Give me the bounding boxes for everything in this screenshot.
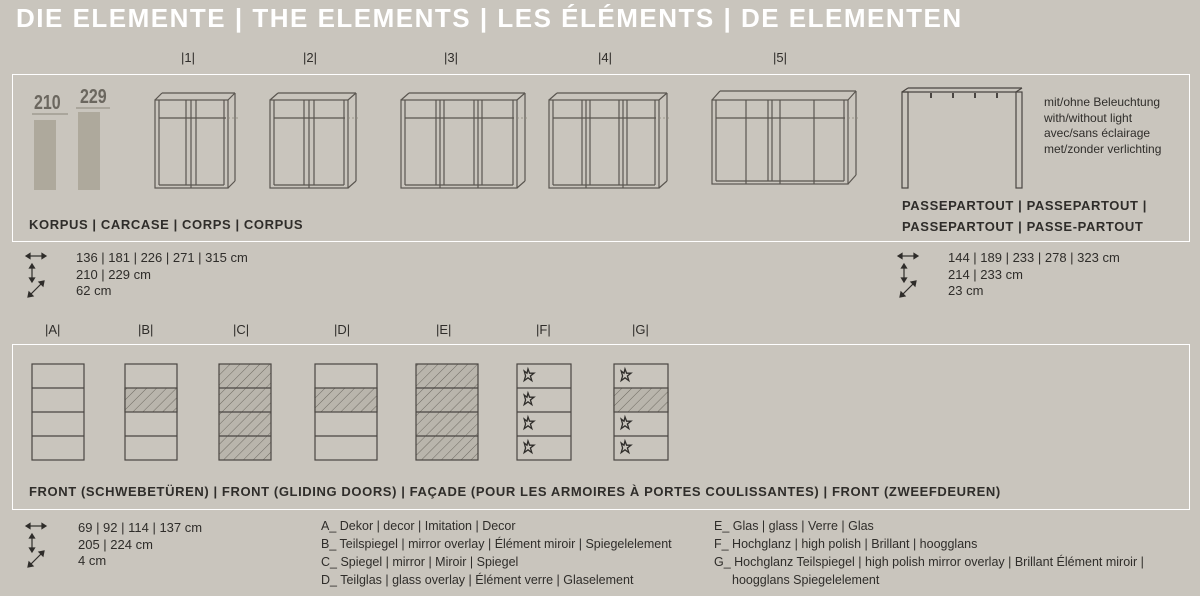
- light-text-fr: avec/sans éclairage: [1044, 126, 1151, 140]
- front-d-drawing: [315, 364, 377, 460]
- front-b-drawing: [125, 364, 177, 460]
- passepartout-depth: 23 cm: [948, 283, 984, 298]
- front-letter-b: |B|: [138, 322, 154, 337]
- height-label-229: 229: [80, 86, 107, 108]
- front-height: 205 | 224 cm: [78, 536, 153, 552]
- korpus-number-3: |3|: [444, 50, 458, 65]
- passepartout-height: 214 | 233 cm: [948, 266, 1023, 282]
- front-c-drawing: [219, 364, 271, 460]
- korpus-number-5: |5|: [773, 50, 787, 65]
- korpus-depth: 62 cm: [76, 283, 112, 298]
- legend-a: A_ Dekor | decor | Imitation | Decor: [321, 519, 516, 533]
- depth-arrow-icon: [28, 551, 44, 567]
- light-text-nl: met/zonder verlichting: [1044, 141, 1162, 156]
- front-letter-f: |F|: [536, 322, 551, 337]
- front-letter-d: |D|: [334, 322, 351, 337]
- height-label-210: 210: [34, 92, 61, 114]
- front-e-drawing: [416, 364, 478, 460]
- front-letter-g: |G|: [632, 322, 649, 337]
- light-text-de: mit/ohne Beleuchtung: [1044, 95, 1161, 109]
- passepartout-label-line1: PASSEPARTOUT | PASSEPARTOUT |: [902, 198, 1147, 213]
- width-arrow-icon: [26, 524, 46, 529]
- front-letter-c: |C|: [233, 322, 250, 337]
- front-width: 69 | 92 | 114 | 137 cm: [78, 520, 203, 535]
- page-title: DIE ELEMENTE | THE ELEMENTS | LES ÉLÉMENTS | DE ELEMENTEN: [16, 3, 963, 33]
- front-letter-e: |E|: [436, 322, 452, 337]
- front-dimensions: [78, 520, 202, 570]
- front-label: FRONT (SCHWEBETÜREN) | FRONT (GLIDING DOORS) | FAÇADE (POUR LES ARMOIRES À PORTES COULISSANTES) | FRONT (ZWEEFDEUREN): [29, 484, 1001, 499]
- legend-f: F_ Hochglanz | high polish | Brillant | hoogglans: [714, 537, 978, 551]
- legend-c: C_ Spiegel | mirror | Miroir | Spiegel: [321, 555, 519, 569]
- legend-left: [321, 517, 672, 589]
- legend-right: [714, 517, 1144, 589]
- legend-d: D_ Teilglas | glass overlay | Élément verre | Glaselement: [321, 573, 634, 587]
- legend-g: G_ Hochglanz Teilspiegel | high polish mirror overlay | Brillant Élément miroir |: [714, 555, 1144, 569]
- korpus-number-2: |2|: [303, 50, 317, 65]
- korpus-number-4: |4|: [598, 50, 612, 65]
- front-depth: 4 cm: [78, 553, 107, 568]
- passepartout-width: 144 | 189 | 233 | 278 | 323 cm: [948, 250, 1120, 265]
- korpus-width: 136 | 181 | 226 | 271 | 315 cm: [76, 250, 248, 265]
- korpus-height: 210 | 229 cm: [76, 266, 151, 282]
- legend-e: E_ Glas | glass | Verre | Glas: [714, 519, 874, 533]
- height-arrow-icon: [30, 534, 35, 552]
- front-letter-a: |A|: [45, 322, 61, 337]
- legend-g-continued: hoogglans Spiegelelement: [732, 573, 880, 587]
- passepartout-label-line2: PASSEPARTOUT | PASSE-PARTOUT: [902, 219, 1144, 234]
- front-a-drawing: [32, 364, 84, 460]
- legend-b: B_ Teilspiegel | mirror overlay | Élément miroir | Spiegelelement: [321, 537, 672, 551]
- korpus-number-1: |1|: [181, 50, 195, 65]
- light-text-en: with/without light: [1044, 110, 1133, 125]
- korpus-label: KORPUS | CARCASE | CORPS | CORPUS: [29, 217, 304, 232]
- front-dim-icons: [24, 519, 48, 569]
